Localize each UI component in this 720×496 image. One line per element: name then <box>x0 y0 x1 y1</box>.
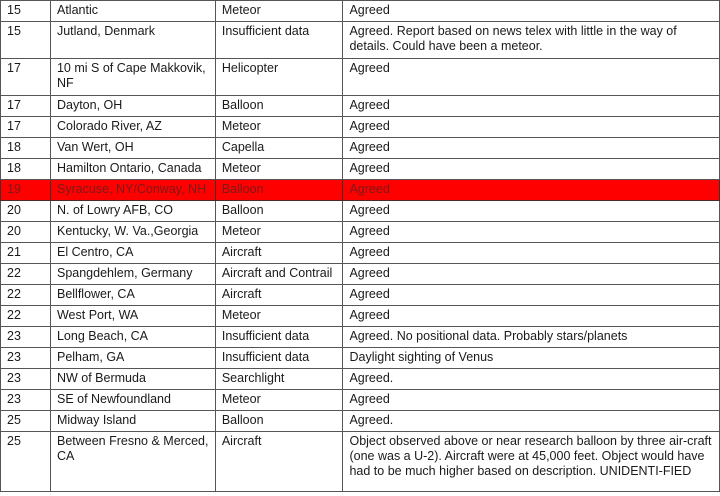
location-cell: Atlantic <box>50 1 215 22</box>
day-cell: 22 <box>1 264 51 285</box>
remarks-cell: Agreed <box>343 264 720 285</box>
remarks-cell: Agreed <box>343 159 720 180</box>
location-cell: Van Wert, OH <box>50 138 215 159</box>
day-cell: 21 <box>1 243 51 264</box>
explanation-cell: Meteor <box>215 390 343 411</box>
day-cell: 22 <box>1 285 51 306</box>
day-cell: 20 <box>1 222 51 243</box>
day-cell: 19 <box>1 180 51 201</box>
explanation-cell: Meteor <box>215 117 343 138</box>
explanation-cell: Balloon <box>215 96 343 117</box>
day-cell: 18 <box>1 159 51 180</box>
location-cell: Bellflower, CA <box>50 285 215 306</box>
location-cell: NW of Bermuda <box>50 369 215 390</box>
explanation-cell: Insufficient data <box>215 348 343 369</box>
explanation-cell: Balloon <box>215 411 343 432</box>
location-cell: Pelham, GA <box>50 348 215 369</box>
explanation-cell: Aircraft <box>215 243 343 264</box>
table-row <box>1 138 720 159</box>
remarks-cell: Agreed. Report based on news telex with little in the way of details. Could have been a meteor. <box>343 22 720 59</box>
day-cell: 15 <box>1 1 51 22</box>
location-cell: Colorado River, AZ <box>50 117 215 138</box>
remarks-cell: Agreed <box>343 117 720 138</box>
explanation-cell: Searchlight <box>215 369 343 390</box>
day-cell: 23 <box>1 327 51 348</box>
explanation-cell: Aircraft <box>215 285 343 306</box>
table-row <box>1 264 720 285</box>
location-cell: West Port, WA <box>50 306 215 327</box>
remarks-cell: Agreed <box>343 1 720 22</box>
table-row <box>1 306 720 327</box>
explanation-cell: Balloon <box>215 201 343 222</box>
location-cell: Kentucky, W. Va.,Georgia <box>50 222 215 243</box>
remarks-cell: Agreed <box>343 390 720 411</box>
location-cell: El Centro, CA <box>50 243 215 264</box>
explanation-cell: Capella <box>215 138 343 159</box>
day-cell: 25 <box>1 432 51 492</box>
location-cell: Syracuse, NY/Conway, NH <box>50 180 215 201</box>
remarks-cell: Agreed <box>343 243 720 264</box>
remarks-cell: Agreed <box>343 138 720 159</box>
table-row <box>1 390 720 411</box>
day-cell: 17 <box>1 96 51 117</box>
explanation-cell: Insufficient data <box>215 22 343 59</box>
highlighted-table-row <box>1 180 720 201</box>
explanation-cell: Balloon <box>215 180 343 201</box>
table-row <box>1 348 720 369</box>
remarks-cell: Agreed <box>343 285 720 306</box>
remarks-cell: Daylight sighting of Venus <box>343 348 720 369</box>
table-row <box>1 369 720 390</box>
remarks-cell: Object observed above or near research balloon by three air-craft (one was a U-2). Aircraft were at 45,000 feet. Object would have had to be much higher based on description. UNIDENTI-FIED <box>343 432 720 492</box>
remarks-cell: Agreed <box>343 96 720 117</box>
day-cell: 23 <box>1 348 51 369</box>
location-cell: Between Fresno & Merced, CA <box>50 432 215 492</box>
explanation-cell: Insufficient data <box>215 327 343 348</box>
table-row <box>1 285 720 306</box>
remarks-cell: Agreed. <box>343 411 720 432</box>
day-cell: 15 <box>1 22 51 59</box>
day-cell: 17 <box>1 59 51 96</box>
remarks-cell: Agreed <box>343 222 720 243</box>
table-row <box>1 222 720 243</box>
table-row <box>1 59 720 96</box>
explanation-cell: Aircraft and Contrail <box>215 264 343 285</box>
table-row <box>1 117 720 138</box>
table-row <box>1 201 720 222</box>
day-cell: 20 <box>1 201 51 222</box>
remarks-cell: Agreed. No positional data. Probably stars/planets <box>343 327 720 348</box>
table-row <box>1 411 720 432</box>
location-cell: 10 mi S of Cape Makkovik, NF <box>50 59 215 96</box>
location-cell: Long Beach, CA <box>50 327 215 348</box>
day-cell: 23 <box>1 390 51 411</box>
explanation-cell: Aircraft <box>215 432 343 492</box>
location-cell: Dayton, OH <box>50 96 215 117</box>
table-row <box>1 243 720 264</box>
remarks-cell: Agreed <box>343 59 720 96</box>
explanation-cell: Meteor <box>215 222 343 243</box>
remarks-cell: Agreed <box>343 180 720 201</box>
table-row <box>1 22 720 59</box>
table-row <box>1 159 720 180</box>
day-cell: 18 <box>1 138 51 159</box>
table-row <box>1 432 720 492</box>
location-cell: N. of Lowry AFB, CO <box>50 201 215 222</box>
location-cell: Spangdehlem, Germany <box>50 264 215 285</box>
day-cell: 17 <box>1 117 51 138</box>
day-cell: 22 <box>1 306 51 327</box>
explanation-cell: Meteor <box>215 1 343 22</box>
remarks-cell: Agreed <box>343 201 720 222</box>
remarks-cell: Agreed <box>343 306 720 327</box>
location-cell: Hamilton Ontario, Canada <box>50 159 215 180</box>
explanation-cell: Meteor <box>215 159 343 180</box>
table-row <box>1 1 720 22</box>
explanation-cell: Meteor <box>215 306 343 327</box>
location-cell: SE of Newfoundland <box>50 390 215 411</box>
location-cell: Jutland, Denmark <box>50 22 215 59</box>
table-row <box>1 327 720 348</box>
location-cell: Midway Island <box>50 411 215 432</box>
explanation-cell: Helicopter <box>215 59 343 96</box>
day-cell: 25 <box>1 411 51 432</box>
remarks-cell: Agreed. <box>343 369 720 390</box>
day-cell: 23 <box>1 369 51 390</box>
table-row <box>1 96 720 117</box>
